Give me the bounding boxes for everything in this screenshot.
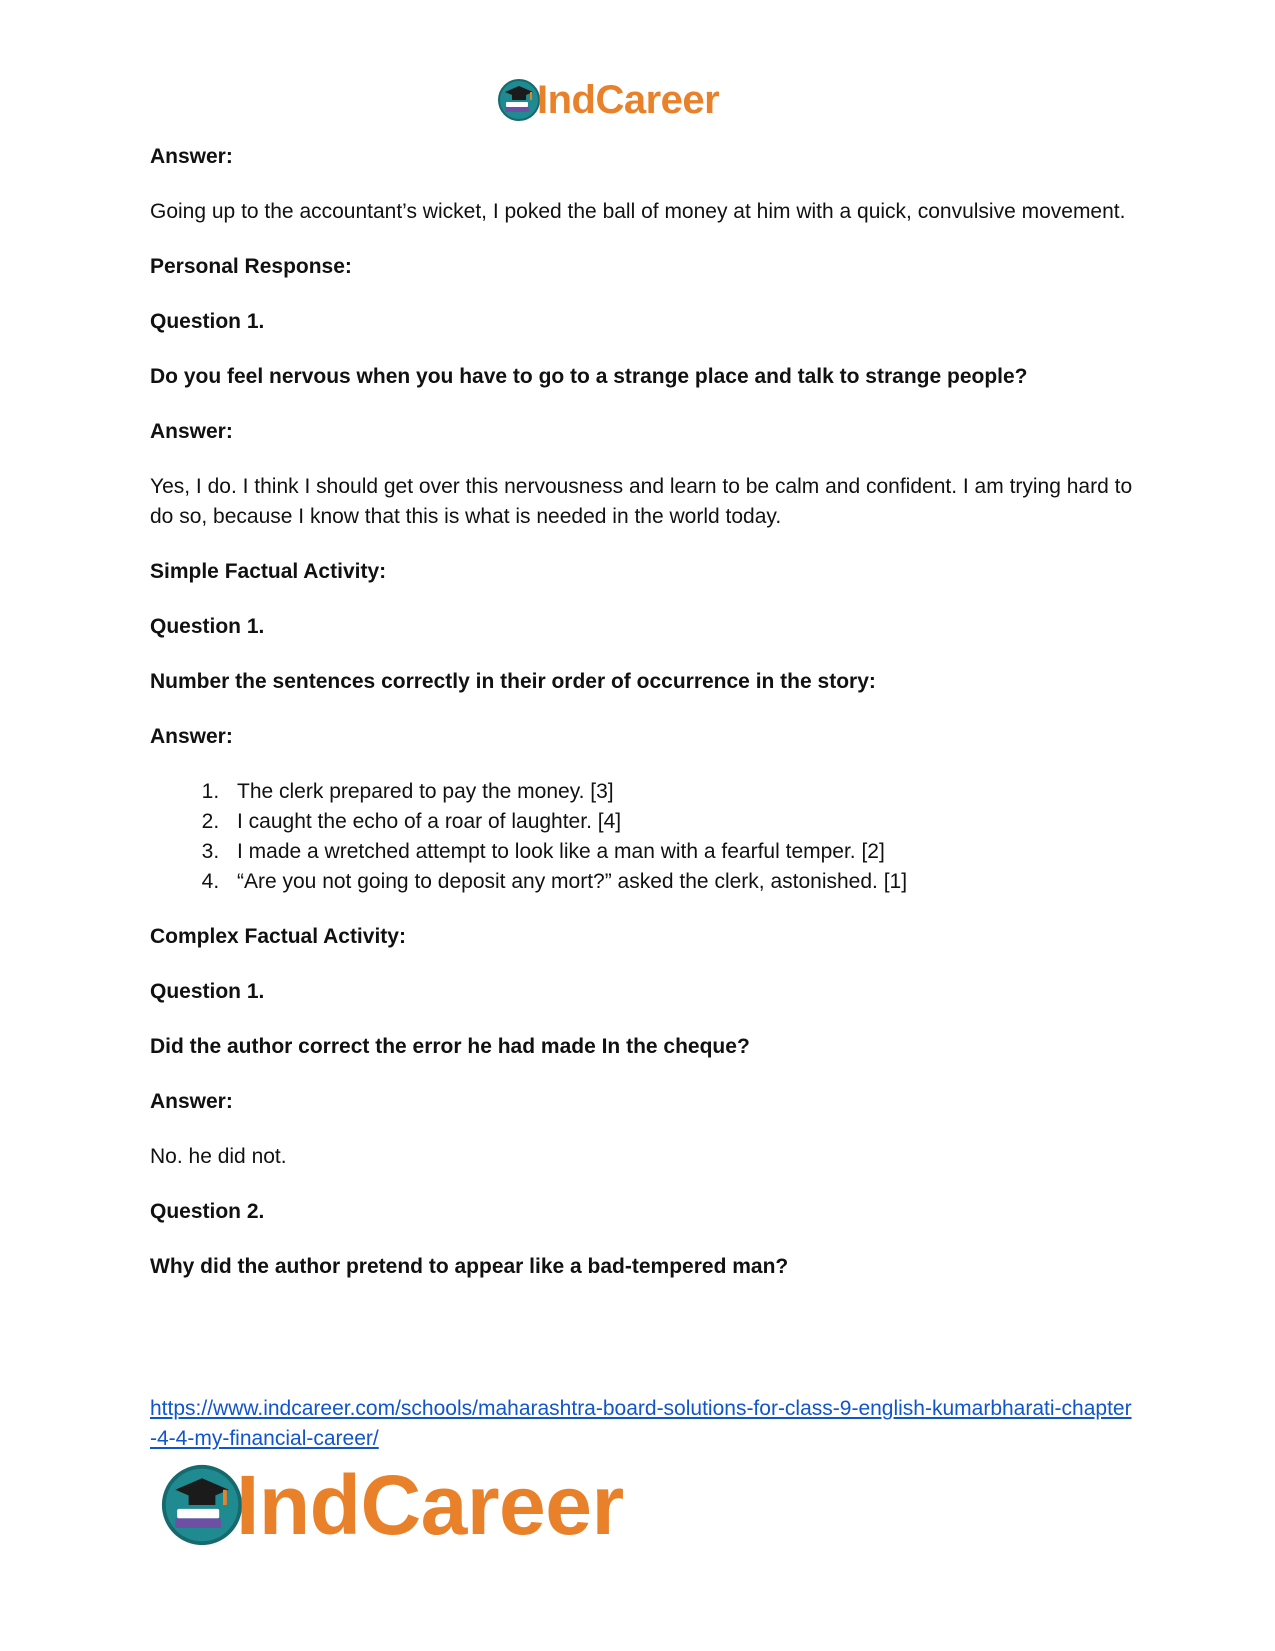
graduation-book-icon bbox=[160, 1463, 244, 1547]
question-text: Why did the author pretend to appear like a bad-tempered man? bbox=[150, 1255, 789, 1278]
list-item: 3. I made a wretched attempt to look like a man with a fearful temper. [2] bbox=[225, 837, 1135, 867]
question-label: Question 2. bbox=[150, 1200, 265, 1223]
question-label: Question 1. bbox=[150, 615, 265, 638]
footer-logo bbox=[160, 1458, 624, 1552]
section-heading-complex-factual: Complex Factual Activity: bbox=[150, 925, 406, 948]
source-url-link[interactable]: https://www.indcareer.com/schools/maharashtra-board-solutions-for-class-9-english-kumarbharati-chapter-4-4-my-financial-career/ bbox=[150, 1397, 1132, 1450]
answer-text: No. he did not. bbox=[150, 1145, 287, 1168]
question-text: Number the sentences correctly in their order of occurrence in the story: bbox=[150, 670, 876, 693]
question-text: Did the author correct the error he had made In the cheque? bbox=[150, 1035, 750, 1058]
question-label: Question 1. bbox=[150, 980, 265, 1003]
logo-wordmark: IndCareer bbox=[236, 1458, 624, 1552]
list-item: 2. I caught the echo of a roar of laughter. [4] bbox=[225, 807, 1135, 837]
section-heading-simple-factual: Simple Factual Activity: bbox=[150, 560, 387, 583]
answer-label: Answer: bbox=[150, 145, 233, 168]
document-body bbox=[150, 142, 1135, 1307]
question-label: Question 1. bbox=[150, 310, 265, 333]
section-heading-personal-response: Personal Response: bbox=[150, 255, 352, 278]
header-logo bbox=[497, 78, 719, 122]
graduation-book-icon bbox=[497, 78, 541, 122]
answer-label: Answer: bbox=[150, 725, 233, 748]
answer-label: Answer: bbox=[150, 420, 233, 443]
list-item: 4. “Are you not going to deposit any mort?” asked the clerk, astonished. [1] bbox=[225, 867, 1135, 897]
list-item: 1. The clerk prepared to pay the money. [3] bbox=[225, 777, 1135, 807]
answer-text: Yes, I do. I think I should get over this nervousness and learn to be calm and confident. I am trying hard to do so, because I know that this is what is needed in the world today. bbox=[150, 475, 1133, 528]
answer-text: Going up to the accountant’s wicket, I poked the ball of money at him with a quick, convulsive movement. bbox=[150, 200, 1126, 223]
answer-label: Answer: bbox=[150, 1090, 233, 1113]
question-text: Do you feel nervous when you have to go to a strange place and talk to strange people? bbox=[150, 365, 1028, 388]
logo-wordmark: IndCareer bbox=[537, 78, 720, 122]
ordered-answer-list bbox=[150, 777, 1135, 897]
